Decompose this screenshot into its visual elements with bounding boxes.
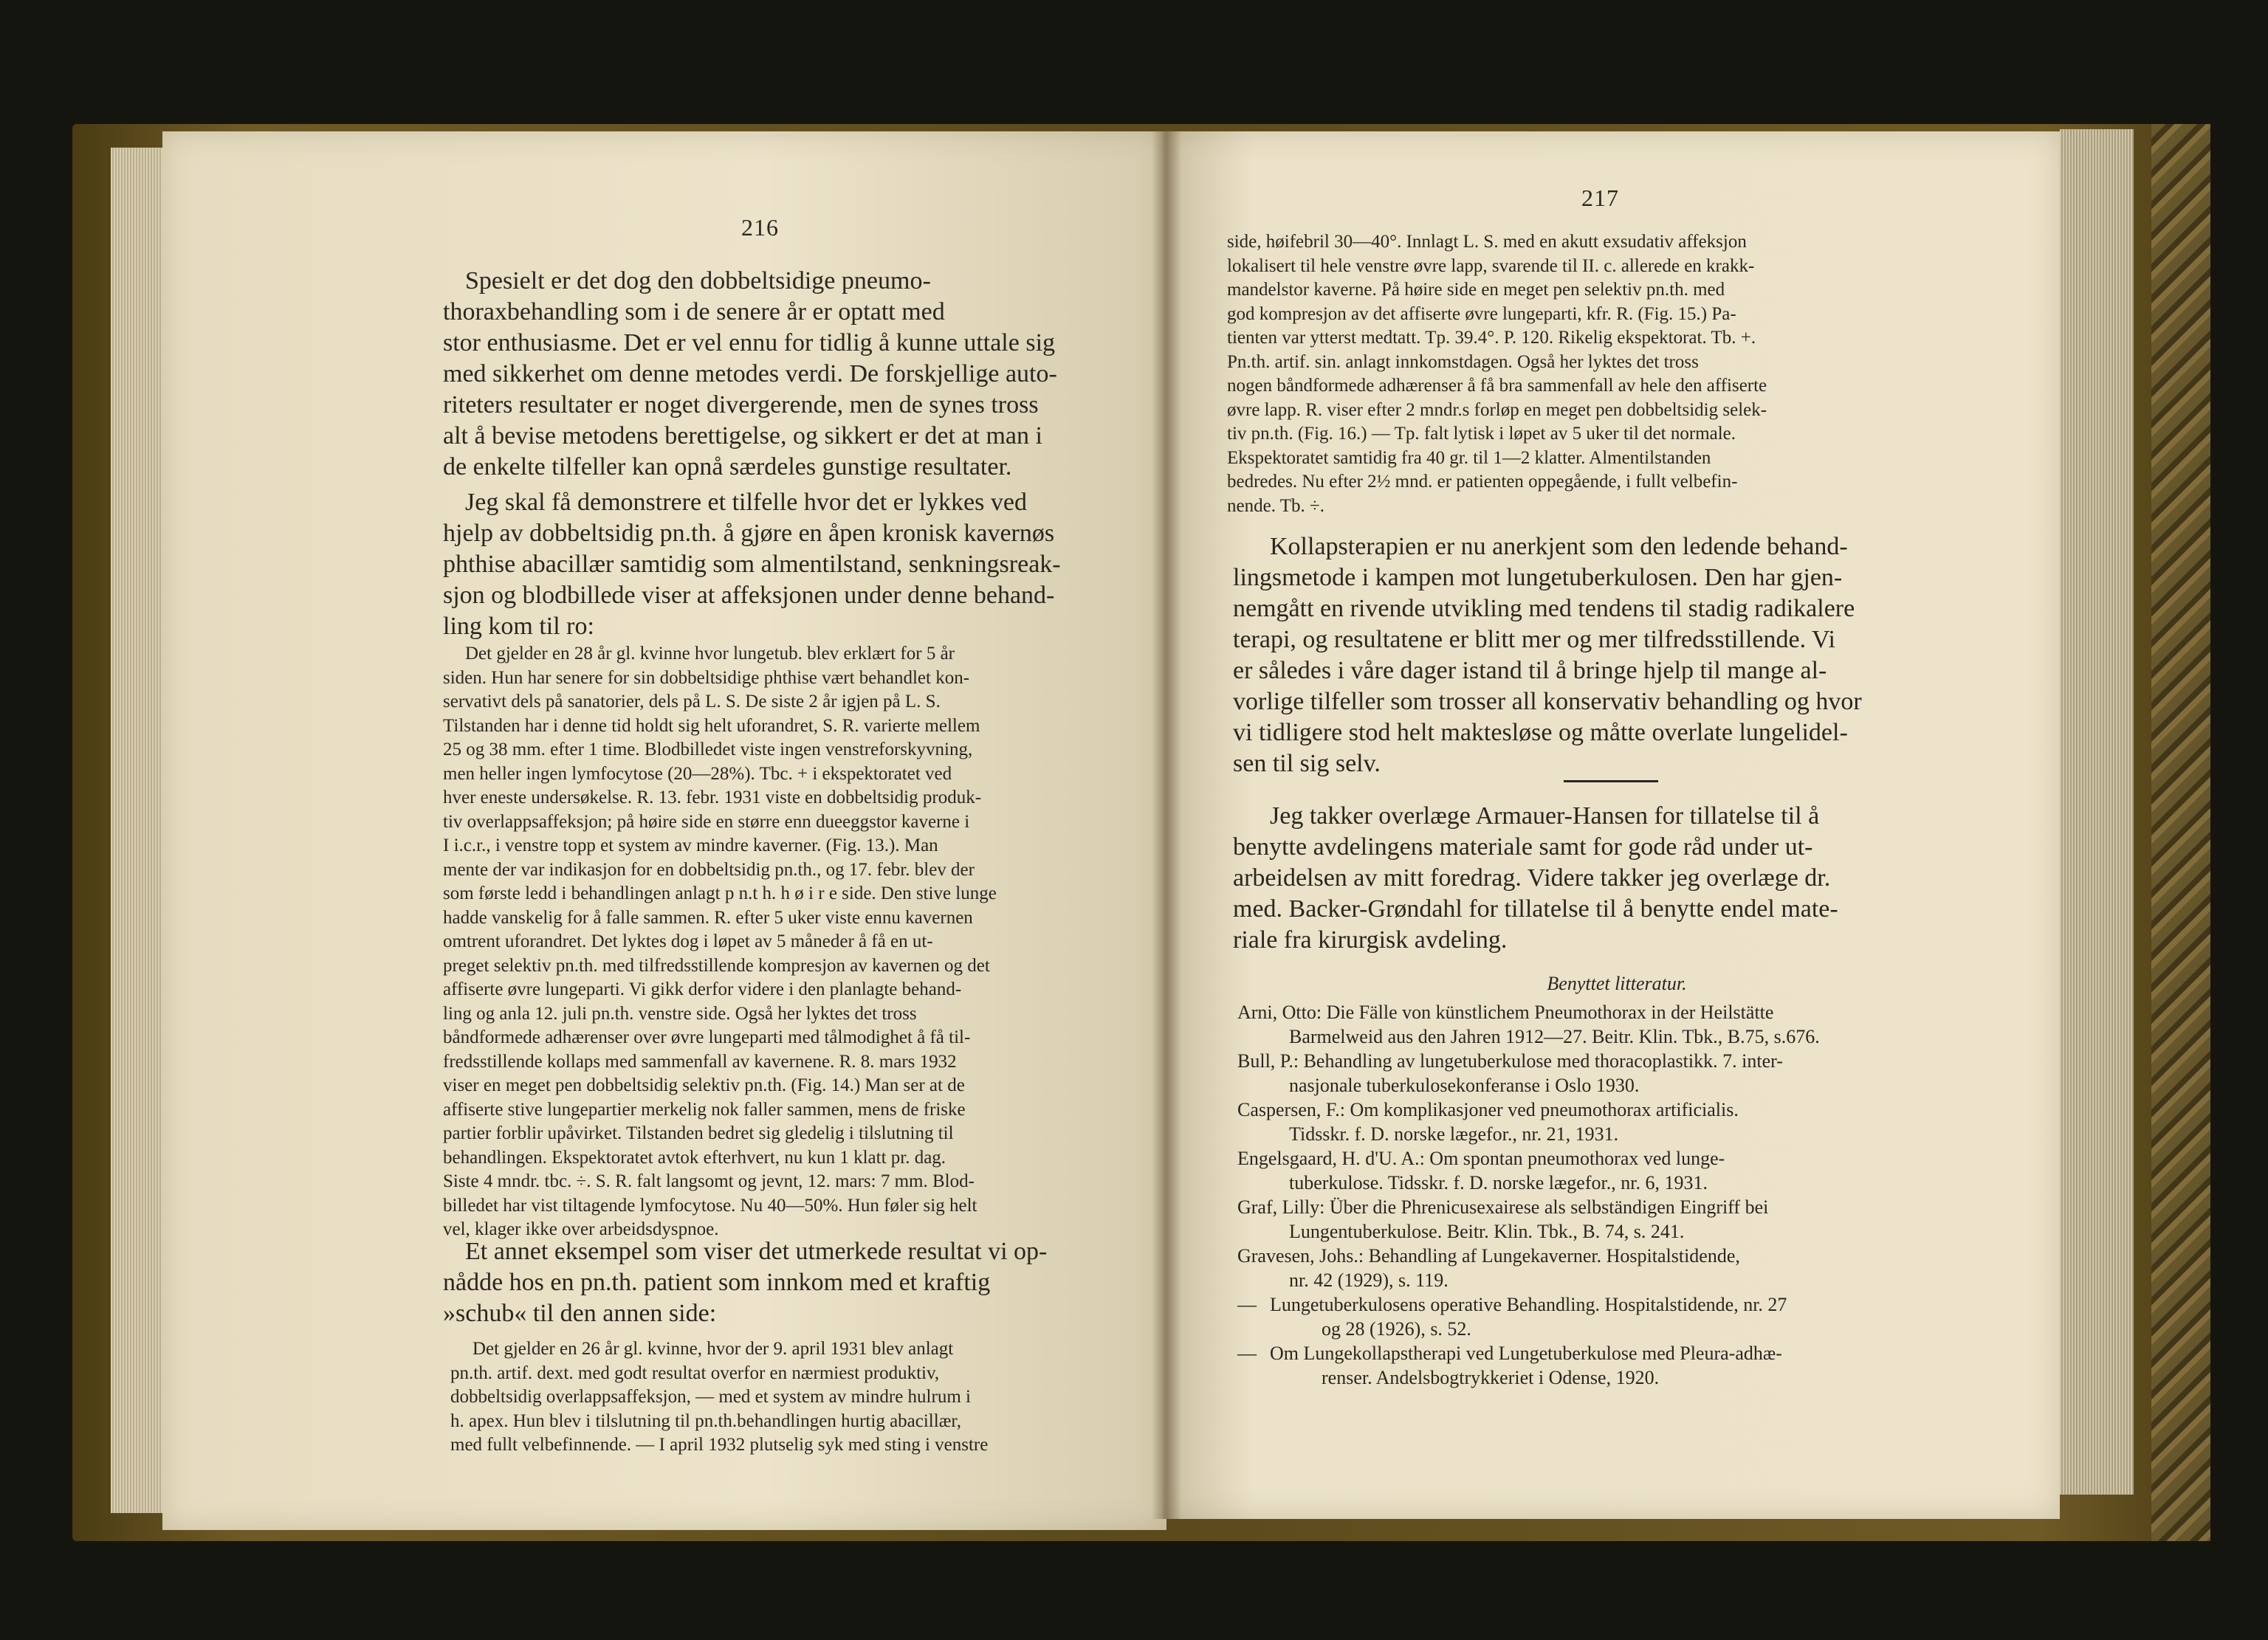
case-two-report	[450, 1337, 1130, 1458]
text-line: mandelstor kaverne. På høire side en meget pen selektiv pn.th. med	[1227, 280, 1725, 300]
text-line: sen til sig selv.	[1233, 750, 1381, 777]
text-line: med fullt velbefinnende. — I april 1932 plutselig syk med sting i venstre	[450, 1435, 989, 1455]
text-line: riale fra kirurgisk avdeling.	[1233, 926, 1508, 954]
text-line: sjon og blodbillede viser at affeksjonen under denne behand-	[443, 582, 1055, 609]
text-line: vorlige tilfeller som trosser all konservativ behandling og hvor	[1233, 688, 1862, 715]
reference-entry	[1237, 1195, 2020, 1244]
text-line: ling kom til ro:	[443, 613, 594, 640]
text-line: affiserte øvre lungeparti. Vi gikk derfor videre i den planlagte behand-	[443, 979, 962, 999]
text-line: Det gjelder en 26 år gl. kvinne, hvor der 9. april 1931 blev anlagt	[472, 1339, 954, 1359]
text-line: øvre lapp. R. viser efter 2 mndr.s forløp en meget pen dobbeltsidig selek-	[1227, 399, 1767, 420]
text-line: nogen båndformede adhærenser å få bra sammenfall av hele den affiserte	[1227, 376, 1767, 396]
acknowledgement-paragraph	[1233, 801, 2010, 956]
text-line: vel, klager ikke over arbeidsdyspnoe.	[443, 1219, 719, 1239]
text-line: I i.c.r., i venstre topp et system av mindre kaverner. (Fig. 13.). Man	[443, 835, 938, 855]
text-line: men heller ingen lymfocytose (20—28%). Tbc. + i ekspektoratet ved	[443, 763, 952, 784]
text-line: lingsmetode i kampen mot lungetuberkulosen. Den har gjen-	[1233, 564, 1843, 591]
text-line: Siste 4 mndr. tbc. ÷. S. R. falt langsomt og jevnt, 12. mars: 7 mm. Blod-	[443, 1171, 975, 1191]
text-line: de enkelte tilfeller kan opnå særdeles gunstige resultater.	[443, 453, 1012, 480]
reference-line: nr. 42 (1929), s. 119.	[1289, 1269, 1449, 1291]
reference-entry	[1237, 1244, 2020, 1292]
text-line: nemgått en rivende utvikling med tendens til stadig radikalere	[1233, 595, 1855, 622]
page-number-left: 216	[741, 214, 779, 241]
text-line: Spesielt er det dog den dobbeltsidige pneumo-	[465, 267, 931, 294]
reference-line: Om Lungekollapstherapi ved Lungetuberkulose med Pleura-adhæ-	[1270, 1343, 1782, 1364]
text-line: 25 og 38 mm. efter 1 time. Blodbilledet viste ingen venstreforskyvning,	[443, 740, 973, 759]
text-line: »schub« til den annen side:	[443, 1300, 717, 1327]
text-line: båndformede adhærenser over øvre lungeparti med tålmodighet å få til-	[443, 1027, 971, 1047]
text-line: h. apex. Hun blev i tilslutning til pn.th.behandlingen hurtig abacillær,	[450, 1410, 961, 1431]
text-line: hver eneste undersøkelse. R. 13. febr. 1931 viste en dobbeltsidig produk-	[443, 788, 982, 807]
reference-line: Engelsgaard, H. d'U. A.: Om spontan pneumothorax ved lunge-	[1237, 1148, 1725, 1169]
text-line: servativt dels på sanatorier, dels på L. S. De siste 2 år igjen på L. S.	[443, 692, 941, 712]
reference-line: Lungentuberkulose. Beitr. Klin. Tbk., B. 74, s. 241.	[1289, 1221, 1685, 1242]
text-line: tienten var ytterst medtatt. Tp. 39.4°. P. 120. Rikelig ekspektorat. Tb. +.	[1227, 328, 1756, 348]
reference-line: Bull, P.: Behandling av lungetuberkulose med thoracoplastikk. 7. inter-	[1237, 1050, 1783, 1072]
intro-paragraph	[443, 266, 1107, 483]
text-line: fredsstillende kollaps med sammenfall av kavernene. R. 8. mars 1932	[443, 1051, 957, 1072]
reference-entry	[1237, 1098, 2020, 1146]
text-line: arbeidelsen av mitt foredrag. Videre takker jeg overlæge dr.	[1233, 864, 1831, 892]
section-divider	[1564, 780, 1658, 782]
text-line: affiserte stive lungepartier merkelig nok faller sammen, mens de friske	[443, 1099, 966, 1120]
text-line: Kollapsterapien er nu anerkjent som den ledende behand-	[1270, 533, 1848, 560]
text-line: thoraxbehandling som i de senere år er optatt med	[443, 298, 945, 325]
text-line: nådde hos en pn.th. patient som innkom med et kraftig	[443, 1269, 991, 1296]
text-line: bedredes. Nu efter 2½ mnd. er patienten oppegående, i fullt velbefin-	[1227, 472, 1738, 492]
reference-line: Caspersen, F.: Om komplikasjoner ved pneumothorax artificialis.	[1237, 1099, 1739, 1120]
reference-line: Gravesen, Johs.: Behandling af Lungekaverner. Hospitalstidende,	[1237, 1245, 1740, 1267]
text-line: alt å bevise metodens berettigelse, og sikkert er det at man i	[443, 422, 1042, 449]
text-line: mente der var indikasjon for en dobbeltsidig pn.th., og 17. febr. blev der	[443, 859, 975, 880]
demonstration-paragraph	[443, 487, 1107, 642]
text-line: dobbeltsidig overlappsaffeksjon, — med et system av mindre hulrum i	[450, 1387, 971, 1407]
left-page-stack	[111, 148, 162, 1513]
example-paragraph	[443, 1236, 1107, 1329]
reference-entry	[1237, 1049, 2020, 1098]
reference-entry	[1237, 1341, 2020, 1390]
text-line: preget selektiv pn.th. med tilfredsstillende kompresjon av kavernen og det	[443, 955, 990, 976]
text-line: nende. Tb. ÷.	[1227, 495, 1324, 516]
text-line: hjelp av dobbeltsidig pn.th. å gjøre en åpen kronisk kavernøs	[443, 520, 1055, 547]
reference-line: renser. Andelsbogtrykkeriet i Odense, 1920.	[1322, 1367, 1660, 1388]
page-number-right: 217	[1581, 185, 1619, 211]
text-line: med sikkerhet om denne metodes verdi. De forskjellige auto-	[443, 360, 1057, 387]
text-line: Jeg skal få demonstrere et tilfelle hvor det er lykkes ved	[465, 489, 1027, 516]
text-line: som første ledd i behandlingen anlagt p n.t h. h ø i r e side. Den stive lunge	[443, 883, 997, 903]
text-line: partier forblir upåvirket. Tilstanden bedret sig gledelig i tilslutning til	[443, 1123, 954, 1143]
text-line: tiv pn.th. (Fig. 16.) — Tp. falt lytisk i løpet av 5 uker til det normale.	[1227, 424, 1736, 444]
book-gutter	[1152, 131, 1181, 1519]
text-line: med. Backer-Grøndahl for tillatelse til å benytte endel mate-	[1233, 895, 1838, 923]
reference-line: nasjonale tuberkulosekonferanse i Oslo 1930.	[1289, 1075, 1640, 1096]
text-line: god kompresjon av det affiserte øvre lungeparti, kfr. R. (Fig. 15.) Pa-	[1227, 303, 1736, 324]
text-line: terapi, og resultatene er blitt mer og mer tilfredsstillende. Vi	[1233, 626, 1835, 653]
right-page-stack	[2060, 129, 2134, 1495]
reference-dash: —	[1237, 1343, 1257, 1364]
text-line: benytte avdelingens materiale samt for gode råd under ut-	[1233, 833, 1813, 861]
reference-line: Arni, Otto: Die Fälle von künstlichem Pneumothorax in der Heilstätte	[1237, 1002, 1774, 1023]
conclusion-paragraph	[1233, 531, 2010, 779]
text-line: stor enthusiasme. Det er vel ennu for tidlig å kunne uttale sig	[443, 329, 1056, 356]
text-line: tiv overlappsaffeksjon; på høire side en større enn dueeggstor kaverne i	[443, 811, 970, 832]
reference-entry	[1237, 1146, 2020, 1195]
text-line: lokalisert til hele venstre øvre lapp, svarende til II. c. allerede en krakk-	[1227, 255, 1755, 276]
text-line: Pn.th. artif. sin. anlagt innkomstdagen. Også her lyktes det tross	[1227, 351, 1699, 372]
text-line: hadde vanskelig for å falle sammen. R. efter 5 uker viste ennu kavernen	[443, 907, 973, 928]
text-line: vi tidligere stod helt maktesløse og måtte overlate lungelidel-	[1233, 719, 1848, 746]
reference-dash: —	[1237, 1294, 1257, 1315]
text-line: Tilstanden har i denne tid holdt sig helt uforandret, S. R. varierte mellem	[443, 715, 980, 736]
text-line: siden. Hun har senere for sin dobbeltsidige phthise vært behandlet kon-	[443, 667, 970, 688]
text-line: Et annet eksempel som viser det utmerkede resultat vi op-	[465, 1238, 1048, 1265]
reference-line: Tidsskr. f. D. norske lægefor., nr. 21, 1931.	[1289, 1123, 1619, 1145]
reference-line: og 28 (1926), s. 52.	[1322, 1318, 1471, 1340]
text-line: phthise abacillær samtidig som almentilstand, senkningsreak-	[443, 551, 1061, 578]
text-line: Det gjelder en 28 år gl. kvinne hvor lungetub. blev erklært for 5 år	[465, 644, 955, 664]
text-line: pn.th. artif. dext. med godt resultat overfor en nærmiest produktiv,	[450, 1362, 940, 1383]
text-line: side, høifebril 30—40°. Innlagt L. S. med en akutt exsudativ affeksjon	[1227, 232, 1747, 252]
references-list	[1237, 1000, 2020, 1390]
text-line: er således i våre dager istand til å bringe hjelp til mange al-	[1233, 657, 1827, 684]
marbled-page-edge	[2151, 124, 2210, 1541]
text-line: riteters resultater er noget divergerende, men de synes tross	[443, 391, 1039, 418]
reference-line: Lungetuberkulosens operative Behandling. Hospitalstidende, nr. 27	[1270, 1294, 1787, 1315]
text-line: ling og anla 12. juli pn.th. venstre side. Også her lyktes det tross	[443, 1003, 917, 1024]
text-line: behandlingen. Ekspektoratet avtok efterhvert, nu kun 1 klatt pr. dag.	[443, 1147, 946, 1168]
reference-line: Graf, Lilly: Über die Phrenicusexairese als selbständigen Eingriff bei	[1237, 1196, 1769, 1218]
text-line: Jeg takker overlæge Armauer-Hansen for tillatelse til å	[1270, 802, 1820, 830]
text-line: omtrent uforandret. Det lyktes dog i løpet av 5 måneder å få en ut-	[443, 931, 933, 951]
text-line: viser en meget pen dobbeltsidig selektiv pn.th. (Fig. 14.) Man ser at de	[443, 1075, 965, 1095]
reference-line: Barmelweid aus den Jahren 1912—27. Beitr. Klin. Tbk., B.75, s.676.	[1289, 1026, 1820, 1047]
case-one-report	[443, 642, 1122, 1242]
reference-line: tuberkulose. Tidsskr. f. D. norske lægefor., nr. 6, 1931.	[1289, 1172, 1708, 1193]
case-two-continued	[1227, 230, 2010, 518]
text-line: Ekspektoratet samtidig fra 40 gr. til 1—2 klatter. Almentilstanden	[1227, 447, 1711, 468]
reference-entry	[1237, 1000, 2020, 1049]
text-line: billedet har vist tiltagende lymfocytose. Nu 40—50%. Hun føler sig helt	[443, 1195, 977, 1216]
reference-entry	[1237, 1292, 2020, 1341]
references-heading: Benyttet litteratur.	[1547, 973, 1687, 994]
